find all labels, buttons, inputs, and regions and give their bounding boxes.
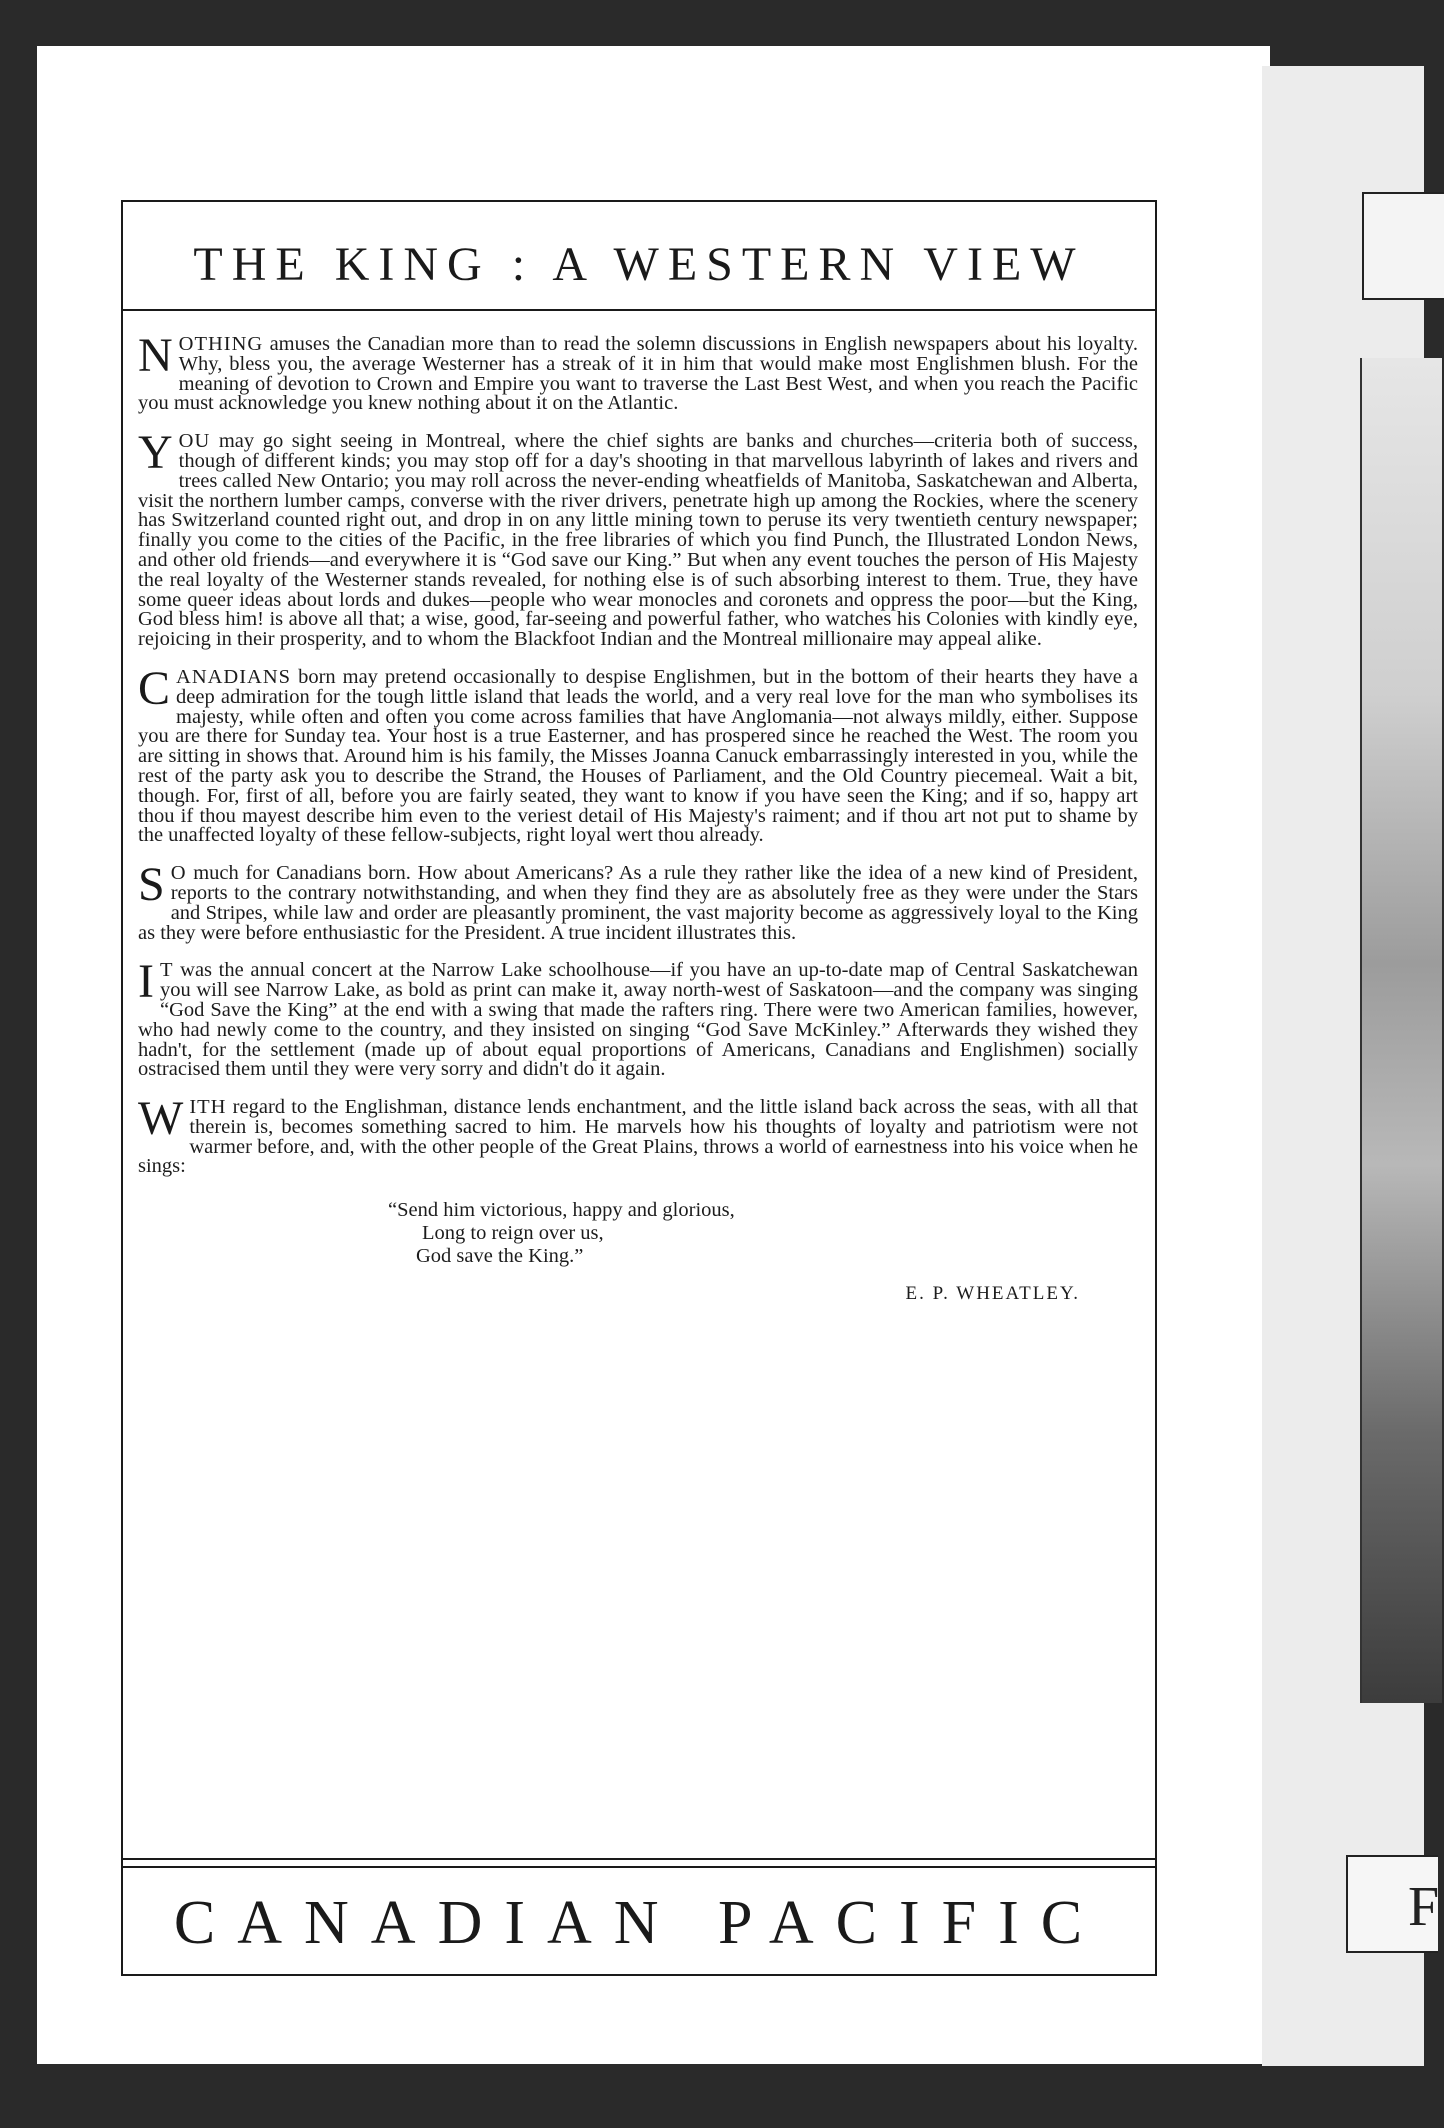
paragraph-text: much for Canadians born. How about Americans? As a rule they rather like the idea of a new kind of President, reports to the contrary notwithstanding, and when they find they are as absolutely free as they were under the Stars and Stripes, while law and order are pleasantly prominent, the vast majority become as aggressively loyal to the King as they were before enthusiastic for the President. A true incident illustrates this. [138, 862, 1138, 944]
drop-cap: Y [138, 426, 173, 480]
article-body [138, 329, 1138, 1305]
paragraph-6 [138, 1092, 1138, 1178]
paragraph-5 [138, 955, 1138, 1081]
lead-word: O [170, 862, 187, 885]
verse-line: “Send him victorious, happy and glorious, [388, 1199, 735, 1222]
author-signature: E. P. WHEATLEY. [905, 1283, 1080, 1305]
paragraph-text: born may pretend occasionally to despise Englishmen, but in the bottom of their hearts they have a deep admiration for the tough little island that leads the world, and a very real love for the man who symbolises its majesty, while often and often you come across families that have Anglomania—not always mildly, either. Suppose you are there for Sunday tea. Your host is a true Easterner, and has prospered since he reached the West. The room you are sitting in shows that. Around him is his family, the Misses Joanna Canuck embarrassingly interested in you, while the rest of the party ask you to describe the Strand, the Houses of Parliament, and the Old Country piecemeal. Wait a bit, though. For, first of all, before you are fairly seated, they want to know if you have seen the King; and if so, happy art thou if thou mayest describe him even to the veriest detail of His Majesty's raiment; and if thou art not put to shame by the unaffected loyalty of these fellow-subjects, right loyal wert thou already. [138, 665, 1138, 847]
paragraph-text: may go sight seeing in Montreal, where the chief sights are banks and churches—criteria both of success, though of different kinds; you may stop off for a day's shooting in that marvellous labyrinth of lakes and rivers and trees called New Ontario; you may roll across the never-ending wheatfields of Manitoba, Saskatchewan and Alberta, visit the northern lumber camps, converse with the river drivers, penetrate high up among the Rockies, where the scenery has Switzerland counted right out, and drop in on any little mining town to peruse its very twentieth century newspaper; finally you come to the cities of the Pacific, in the free libraries of which you find Punch, the Illustrated London News, and other old friends—and everywhere it is “God save our King.” But when any event touches the person of His Majesty the real loyalty of the Westerner stands revealed, for nothing else is of such absorbing interest to them. True, they have some queer ideas about lords and dukes—people who wear monocles and coronets and oppress the poor—but the King, God bless him! is above all that; a wise, good, far-seeing and powerful father, who watches his Colonies with kindly eye, rejoicing in their prosperity, and to whom the Blackfoot Indian and the Montreal millionaire may appeal alike. [138, 430, 1138, 651]
right-page-header-box [1362, 192, 1444, 300]
lead-word: OTHING [178, 333, 264, 355]
paragraph-text: regard to the Englishman, distance lends enchantment, and the little island back across the seas, with all that therein is, becomes something sacred to him. He marvels how his thoughts of loyalty and patriotism were not warmer before, and, with the other people of the Great Plains, throws a world of earnestness into his voice when he sings: [138, 1096, 1138, 1178]
drop-cap: S [138, 858, 165, 912]
verse-quote [388, 1199, 1138, 1268]
verse-line: Long to reign over us, [422, 1222, 604, 1245]
footer-rule-outer [121, 1858, 1157, 1860]
article-title: THE KING : A WESTERN VIEW [193, 238, 1085, 291]
drop-cap: C [138, 661, 171, 715]
paragraph-3 [138, 661, 1138, 847]
footer-brand: CANADIAN PACIFIC [173, 1889, 1105, 1957]
drop-cap: I [138, 955, 154, 1009]
paragraph-text: amuses the Canadian more than to read the solemn discussions in English newspapers about his loyalty. Why, bless you, the average Westerner has a streak of it in him that would make most Englishmen blush. For the meaning of devotion to Crown and Empire you want to traverse the Last Best West, and when you reach the Pacific you must acknowledge you knew nothing about it on the Atlantic. [138, 333, 1138, 415]
lead-word: T [159, 959, 174, 982]
drop-cap: W [138, 1092, 184, 1146]
drop-cap: N [138, 329, 173, 382]
lead-word: OU [178, 430, 211, 453]
verse-line: God save the King.” [416, 1245, 584, 1268]
paragraph-4 [138, 858, 1138, 944]
right-page-photo [1360, 358, 1442, 1703]
lead-word: ANADIANS [176, 665, 292, 688]
right-page-letter: F [1408, 1876, 1440, 1938]
lead-word: ITH [189, 1096, 227, 1119]
footer-rule-inner [121, 1866, 1157, 1868]
paragraph-1 [138, 329, 1138, 415]
right-page-footer-box [1346, 1855, 1438, 1953]
paragraph-2 [138, 426, 1138, 651]
paragraph-text: was the annual concert at the Narrow Lake schoolhouse—if you have an up-to-date map of Central Saskatchewan you will see Narrow Lake, as bold as print can make it, away north-west of Saskatoon—and the company was singing “God Save the King” at the end with a swing that made the rafters ring. There were two American families, however, who had newly come to the country, and they insisted on singing “God Save McKinley.” Afterwards they wished they hadn't, for the settlement (made up of about equal proportions of Americans, Canadians and Englishmen) socially ostracised them until they were very sorry and didn't do it again. [138, 959, 1138, 1081]
title-rule [121, 309, 1157, 311]
